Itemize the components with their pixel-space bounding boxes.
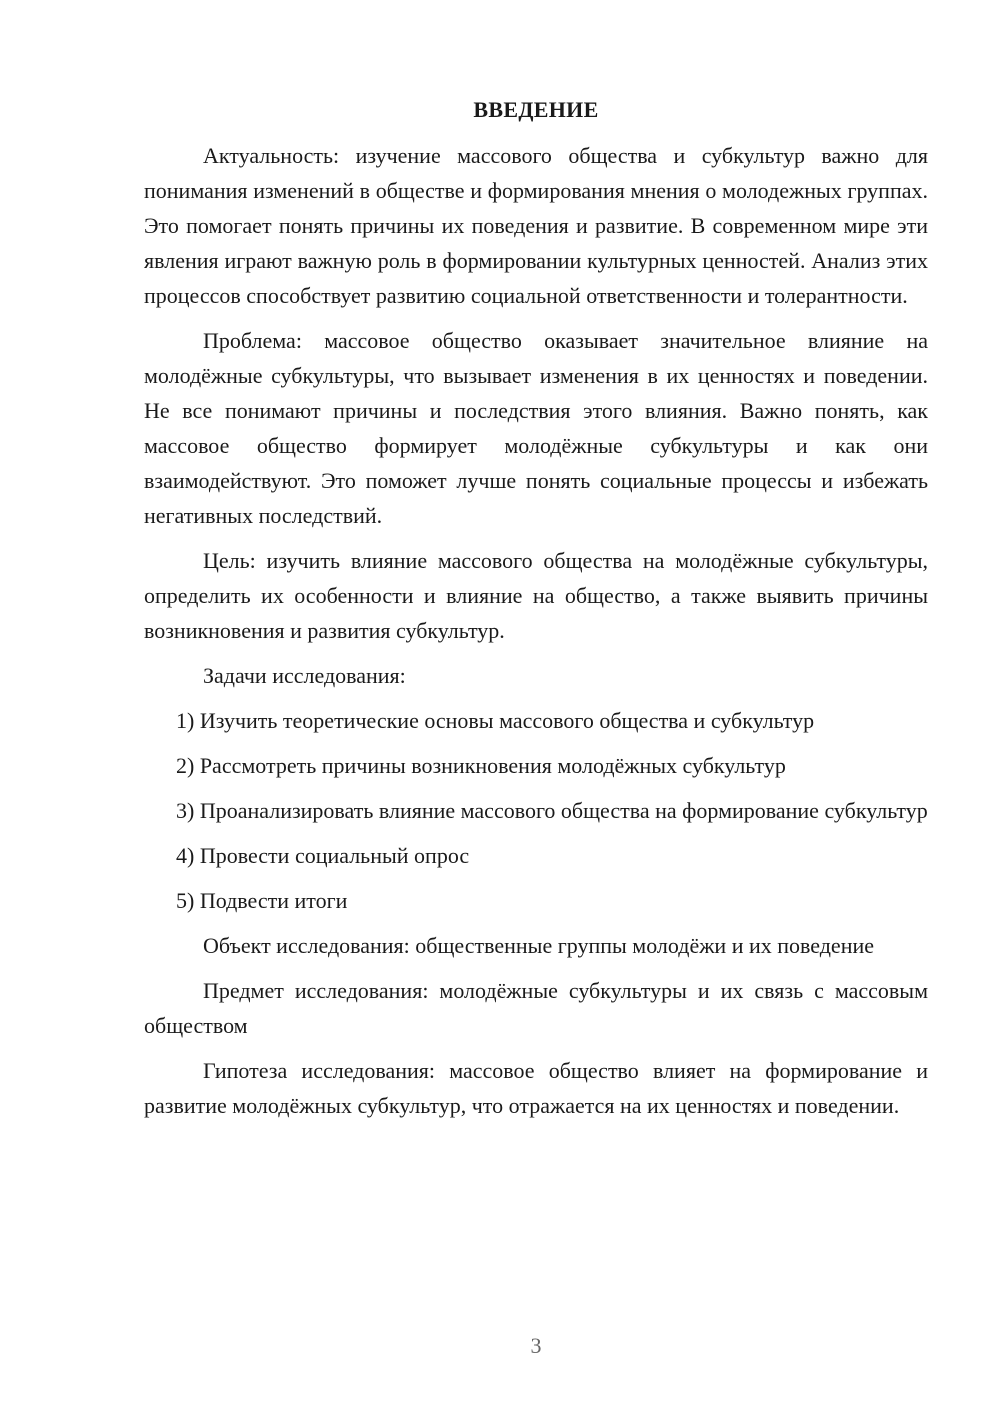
page-number: 3 bbox=[530, 1333, 542, 1358]
problem-paragraph: Проблема: массовое общество оказывает значительное влияние на молодёжные субкультуры, что вызывает изменения в их ценностях и поведении. Не все понимают причины и последствия этого влияния. Важно понять, как массовое общество формирует молодёжные субкультуры и как они взаимодействуют. Это поможет лучше понять социальные процессы и избежать негативных последствий. bbox=[144, 328, 928, 528]
task-item: 2) Рассмотреть причины возникновения молодёжных субкультур bbox=[176, 753, 786, 778]
goal-paragraph: Цель: изучить влияние массового общества на молодёжные субкультуры, определить их особенности и влияние на общество, а также выявить причины возникновения и развития субкультур. bbox=[144, 548, 928, 643]
task-item: 4) Провести социальный опрос bbox=[176, 843, 470, 868]
task-item: 5) Подвести итоги bbox=[176, 888, 348, 913]
task-item: 1) Изучить теоретические основы массового общества и субкультур bbox=[176, 708, 815, 733]
relevance-paragraph: Актуальность: изучение массового общества и субкультур важно для понимания изменений в обществе и формирования мнения о молодежных группах. Это помогает понять причины их поведения и развитие. В современном мире эти явления играют важную роль в формировании культурных ценностей. Анализ этих процессов способствует развитию социальной ответственности и толерантности. bbox=[144, 143, 928, 308]
subject-paragraph: Предмет исследования: молодёжные субкультуры и их связь с массовым обществом bbox=[144, 978, 928, 1038]
object-paragraph: Объект исследования: общественные группы молодёжи и их поведение bbox=[203, 933, 875, 958]
hypothesis-paragraph: Гипотеза исследования: массовое общество влияет на формирование и развитие молодёжных субкультур, что отражается на их ценностях и поведении. bbox=[144, 1058, 928, 1118]
task-item: 3) Проанализировать влияние массового общества на формирование субкультур bbox=[176, 798, 928, 823]
page-title: ВВЕДЕНИЕ bbox=[473, 97, 599, 122]
tasks-heading: Задачи исследования: bbox=[203, 663, 406, 688]
document-page bbox=[144, 96, 928, 1133]
